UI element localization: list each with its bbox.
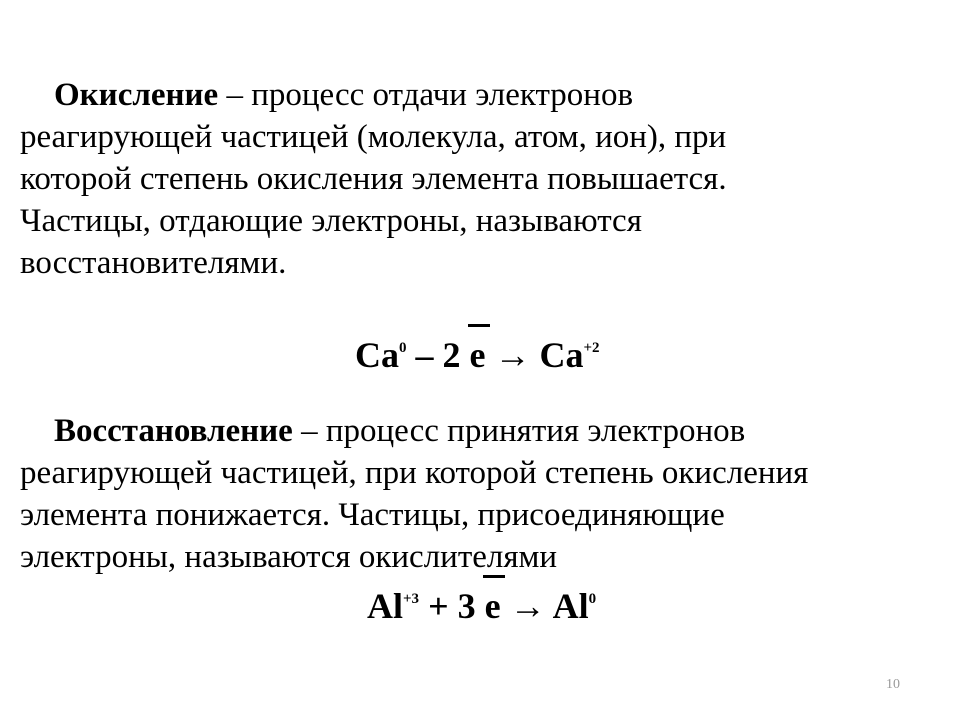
reduction-product-charge: 0 bbox=[588, 591, 597, 607]
reduction-line-4: электроны, называются окислителями bbox=[20, 539, 558, 575]
reduction-arrow: → bbox=[500, 586, 553, 626]
oxidation-product-charge: +2 bbox=[583, 340, 600, 356]
oxidation-electron bbox=[470, 334, 486, 376]
reduction-electron bbox=[485, 585, 501, 627]
oxidation-line-3: которой степень окисления элемента повышается. bbox=[20, 161, 727, 197]
reduction-operator: + 3 bbox=[419, 586, 485, 626]
reduction-reactant-charge: +3 bbox=[403, 591, 420, 607]
electron-symbol: e bbox=[469, 335, 486, 375]
reduction-reactant: Al bbox=[367, 586, 403, 626]
reduction-line-1 bbox=[20, 410, 808, 452]
oxidation-definition bbox=[20, 74, 727, 284]
page-number: 10 bbox=[886, 677, 900, 692]
oxidation-line-5: восстановителями. bbox=[20, 245, 287, 281]
reduction-equation bbox=[367, 585, 596, 627]
reduction-product: Al bbox=[552, 586, 589, 626]
oxidation-term: Окисление bbox=[54, 77, 219, 113]
electron-bar bbox=[483, 575, 505, 578]
electron-bar bbox=[468, 324, 490, 327]
oxidation-line-2: реагирующей частицей (молекула, атом, ион), при bbox=[20, 119, 727, 155]
oxidation-reactant-charge: 0 bbox=[399, 340, 407, 356]
reduction-term: Восстановление bbox=[54, 413, 293, 449]
reduction-line-3: элемента понижается. Частицы, присоединяющие bbox=[20, 497, 725, 533]
reduction-definition bbox=[20, 410, 808, 578]
oxidation-reactant: Ca bbox=[355, 335, 399, 375]
electron-symbol: e bbox=[484, 586, 501, 626]
oxidation-text-1: – процесс отдачи электронов bbox=[218, 77, 634, 113]
reduction-line-2: реагирующей частицей, при которой степень окисления bbox=[20, 455, 809, 491]
oxidation-product: Ca bbox=[539, 335, 584, 375]
oxidation-equation bbox=[355, 334, 600, 376]
reduction-text-1: – процесс принятия электронов bbox=[292, 413, 746, 449]
oxidation-operator: – 2 bbox=[406, 335, 470, 375]
oxidation-line-4: Частицы, отдающие электроны, называются bbox=[20, 203, 642, 239]
oxidation-line-1 bbox=[20, 74, 727, 116]
oxidation-arrow: → bbox=[485, 335, 540, 375]
